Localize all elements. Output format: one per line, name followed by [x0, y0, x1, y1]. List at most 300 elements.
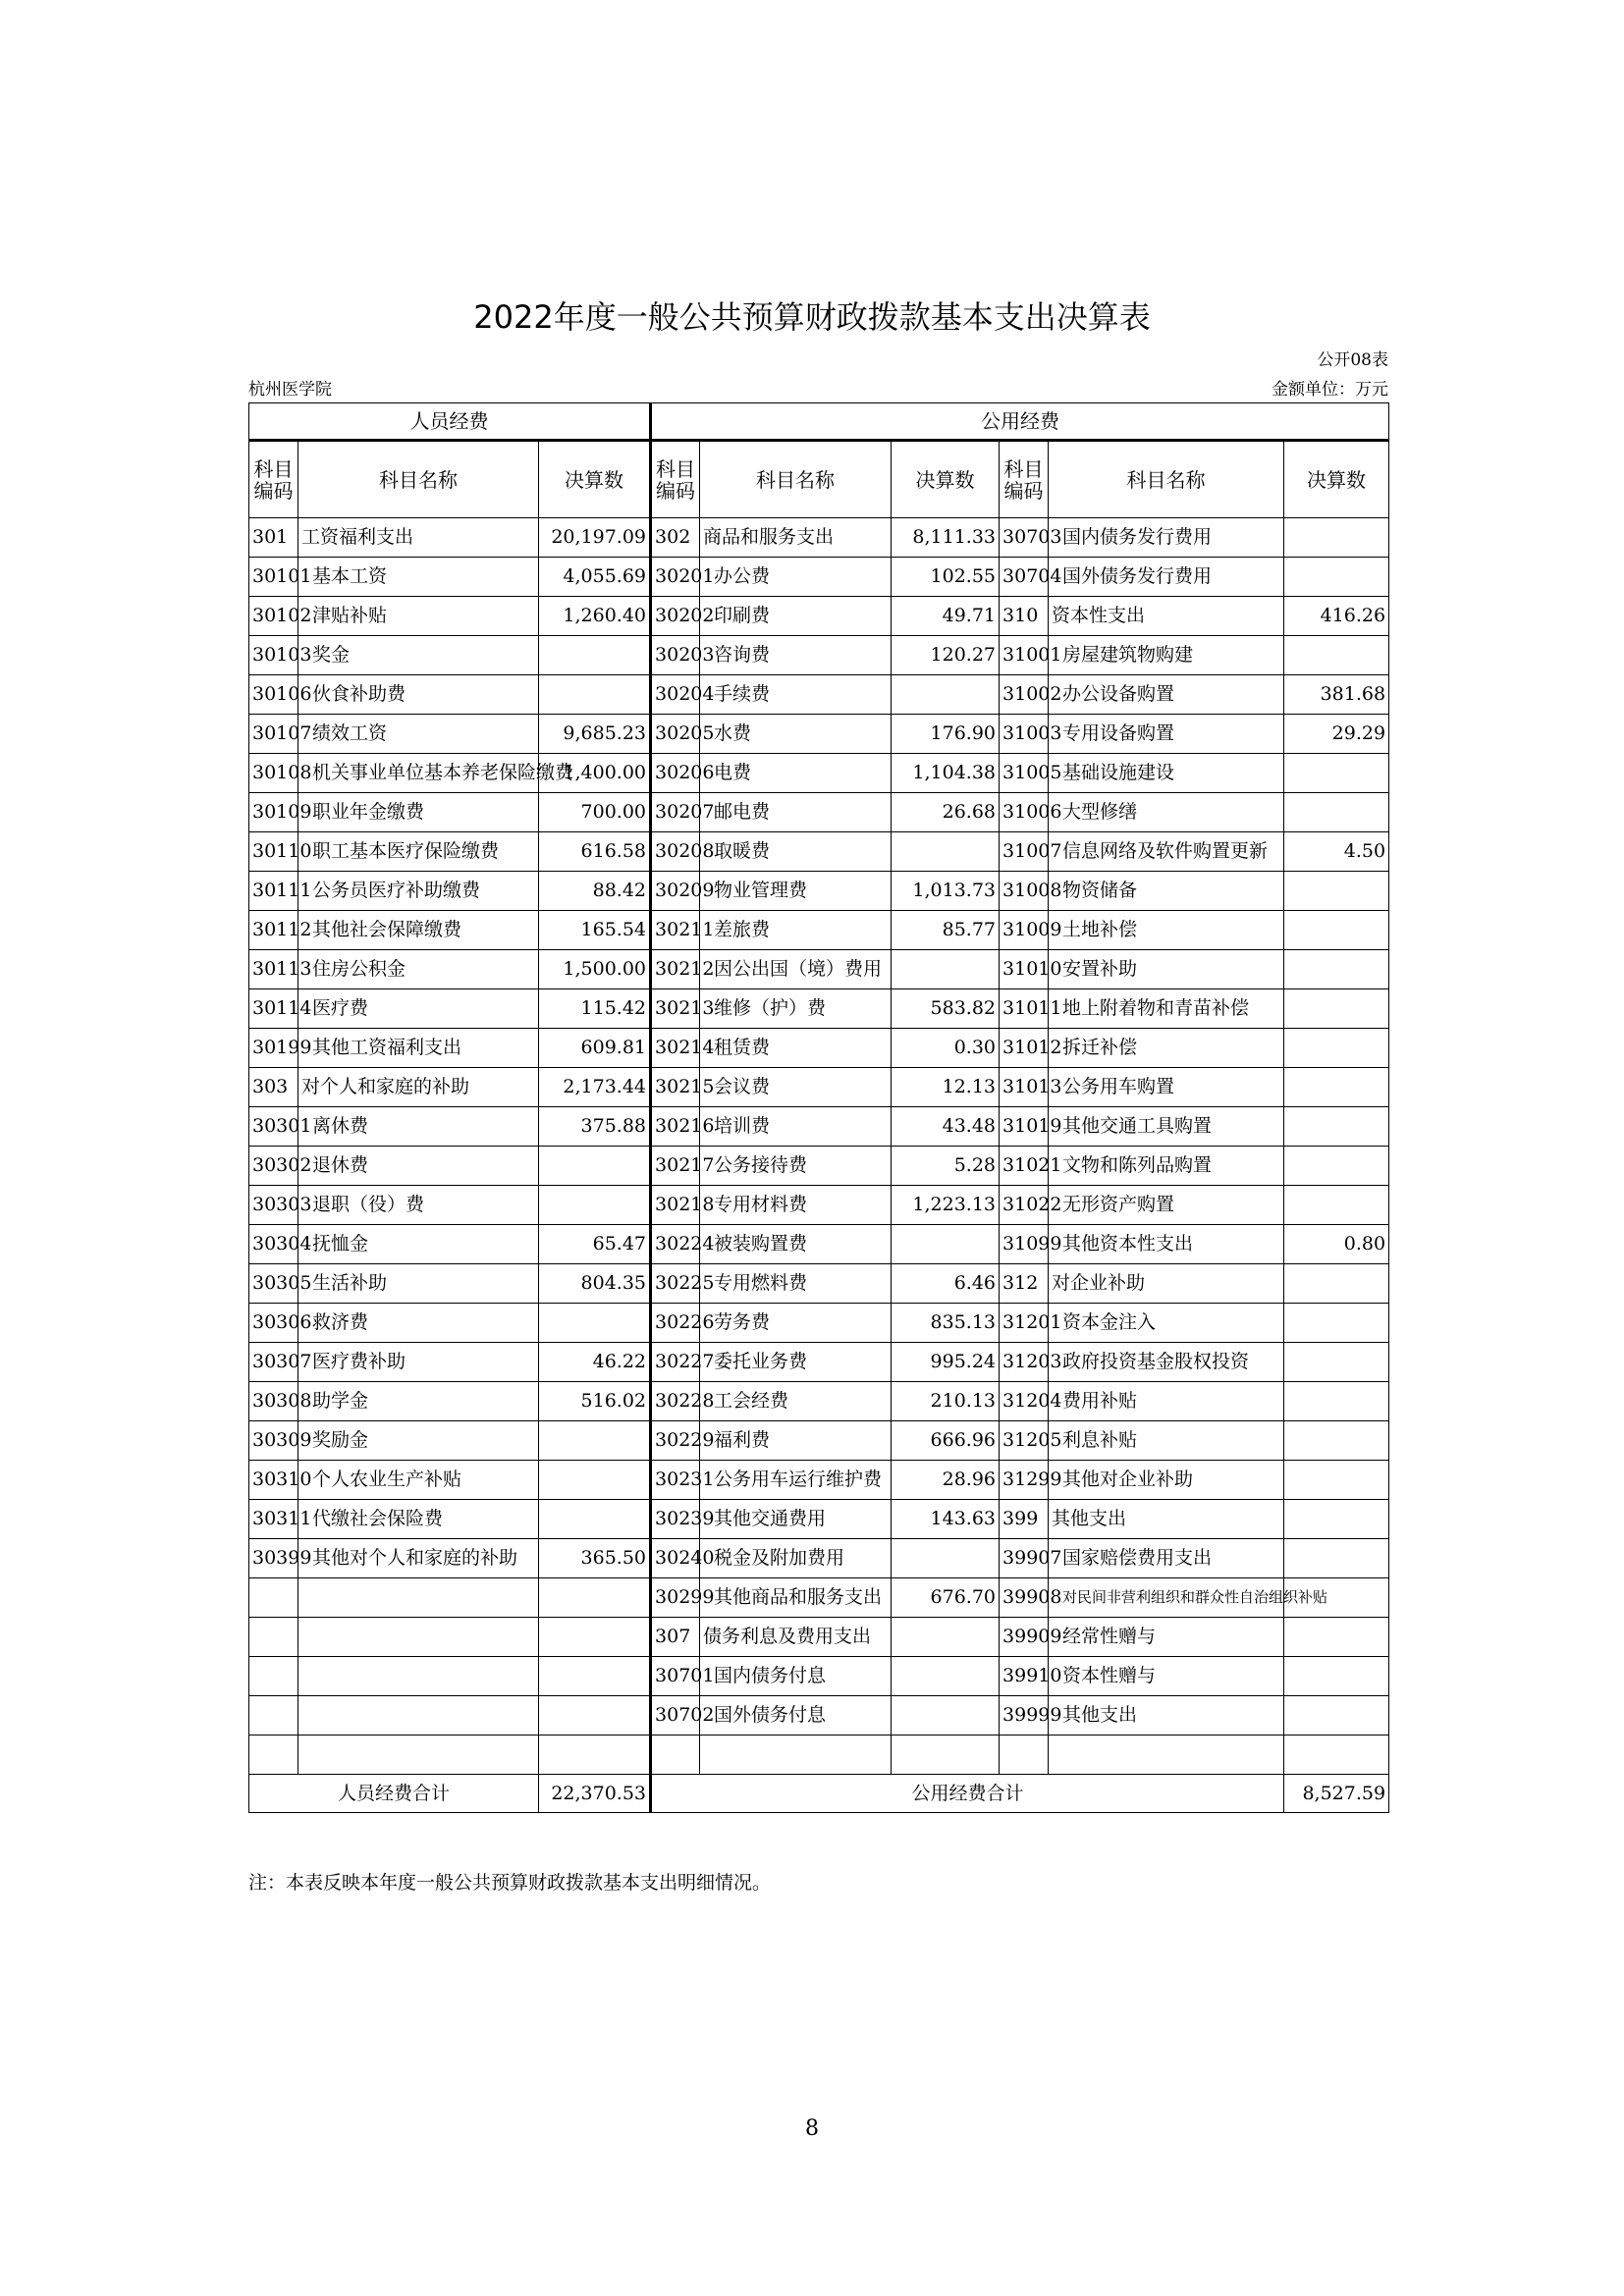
item-amount [1284, 1421, 1389, 1461]
item-amount: 85.77 [892, 911, 1000, 950]
item-name: 助学金 [298, 1382, 539, 1421]
item-amount [1284, 989, 1389, 1029]
item-amount [1284, 1657, 1389, 1696]
item-code: 30227 [651, 1343, 700, 1382]
item-amount [1284, 1500, 1389, 1539]
item-name: 其他对个人和家庭的补助 [298, 1539, 539, 1578]
item-amount: 516.02 [539, 1382, 651, 1421]
item-name: 专用设备购置 [1049, 715, 1284, 754]
item-code: 30218 [651, 1186, 700, 1225]
item-code: 30226 [651, 1304, 700, 1343]
item-name: 水费 [700, 715, 892, 754]
item-name: 对民间非营利组织和群众性自治组织补贴 [1049, 1578, 1284, 1618]
item-name: 代缴社会保险费 [298, 1500, 539, 1539]
item-name: 其他资本性支出 [1049, 1225, 1284, 1264]
item-name: 国家赔偿费用支出 [1049, 1539, 1284, 1578]
table-row [249, 1068, 1389, 1107]
item-name: 奖金 [298, 636, 539, 675]
item-name: 职业年金缴费 [298, 793, 539, 832]
item-name: 医疗费补助 [298, 1343, 539, 1382]
table-row [249, 832, 1389, 872]
item-code: 31012 [1000, 1029, 1049, 1068]
item-amount: 375.88 [539, 1107, 651, 1147]
col-header-name: 科目名称 [1049, 441, 1284, 518]
item-amount [1284, 1382, 1389, 1421]
item-code: 31204 [1000, 1382, 1049, 1421]
item-name: 对个人和家庭的补助 [298, 1068, 539, 1107]
item-name: 津贴补贴 [298, 597, 539, 636]
item-code: 399 [1000, 1500, 1049, 1539]
item-amount [539, 1578, 651, 1618]
item-name: 救济费 [298, 1304, 539, 1343]
item-code: 30304 [249, 1225, 298, 1264]
item-code: 30103 [249, 636, 298, 675]
item-amount: 1,013.73 [892, 872, 1000, 911]
item-name: 债务利息及费用支出 [700, 1618, 892, 1657]
item-amount [539, 1304, 651, 1343]
item-amount [1284, 1696, 1389, 1735]
col-header-name: 科目名称 [298, 441, 539, 518]
item-name: 其他工资福利支出 [298, 1029, 539, 1068]
item-name: 退休费 [298, 1147, 539, 1186]
item-amount: 29.29 [1284, 715, 1389, 754]
table-row [249, 1735, 1389, 1775]
item-code: 30231 [651, 1461, 700, 1500]
item-name: 无形资产购置 [1049, 1186, 1284, 1225]
item-code: 30311 [249, 1500, 298, 1539]
item-name: 其他商品和服务支出 [700, 1578, 892, 1618]
item-code: 31022 [1000, 1186, 1049, 1225]
group-header-row [249, 403, 1389, 441]
item-amount [1284, 558, 1389, 597]
item-code: 307 [651, 1618, 700, 1657]
item-name: 会议费 [700, 1068, 892, 1107]
item-amount: 995.24 [892, 1343, 1000, 1382]
item-amount [1284, 793, 1389, 832]
item-amount [1284, 754, 1389, 793]
item-amount: 804.35 [539, 1264, 651, 1304]
item-code [651, 1735, 700, 1775]
item-name: 个人农业生产补贴 [298, 1461, 539, 1500]
item-name: 取暖费 [700, 832, 892, 872]
item-code: 31013 [1000, 1068, 1049, 1107]
item-code: 30206 [651, 754, 700, 793]
item-amount [539, 1421, 651, 1461]
item-name: 手续费 [700, 675, 892, 715]
item-code: 30110 [249, 832, 298, 872]
item-code [249, 1696, 298, 1735]
item-code: 31019 [1000, 1107, 1049, 1147]
expenditure-table [248, 402, 1389, 1813]
public-total-value: 8,527.59 [1284, 1775, 1389, 1813]
item-code: 30299 [651, 1578, 700, 1618]
item-name: 奖励金 [298, 1421, 539, 1461]
item-code: 30701 [651, 1657, 700, 1696]
table-row [249, 911, 1389, 950]
item-code: 30302 [249, 1147, 298, 1186]
col-header-amount: 决算数 [1284, 441, 1389, 518]
item-name: 对企业补助 [1049, 1264, 1284, 1304]
table-row [249, 1147, 1389, 1186]
item-amount: 2,173.44 [539, 1068, 651, 1107]
item-code: 30213 [651, 989, 700, 1029]
item-name: 办公设备购置 [1049, 675, 1284, 715]
item-amount [539, 1618, 651, 1657]
item-code: 30202 [651, 597, 700, 636]
item-code: 30106 [249, 675, 298, 715]
item-name: 租赁费 [700, 1029, 892, 1068]
item-name: 其他支出 [1049, 1696, 1284, 1735]
item-name: 生活补助 [298, 1264, 539, 1304]
item-amount [539, 1147, 651, 1186]
item-code: 31001 [1000, 636, 1049, 675]
item-code: 31006 [1000, 793, 1049, 832]
item-name: 文物和陈列品购置 [1049, 1147, 1284, 1186]
item-name [298, 1618, 539, 1657]
item-amount: 65.47 [539, 1225, 651, 1264]
item-name: 其他对企业补助 [1049, 1461, 1284, 1500]
item-code: 31011 [1000, 989, 1049, 1029]
item-amount [1284, 950, 1389, 989]
item-code: 30228 [651, 1382, 700, 1421]
item-name: 土地补偿 [1049, 911, 1284, 950]
table-row [249, 1107, 1389, 1147]
item-code: 30310 [249, 1461, 298, 1500]
item-name [700, 1735, 892, 1775]
item-name: 绩效工资 [298, 715, 539, 754]
item-code: 31002 [1000, 675, 1049, 715]
item-name [1049, 1735, 1284, 1775]
page-title: 2022年度一般公共预算财政拨款基本支出决算表 [473, 298, 1151, 336]
item-name: 邮电费 [700, 793, 892, 832]
item-amount [1284, 1147, 1389, 1186]
item-name: 退职（役）费 [298, 1186, 539, 1225]
item-code: 30215 [651, 1068, 700, 1107]
item-code: 30240 [651, 1539, 700, 1578]
item-name: 利息补贴 [1049, 1421, 1284, 1461]
item-amount [892, 1618, 1000, 1657]
item-amount [892, 675, 1000, 715]
totals-row [249, 1775, 1389, 1813]
personnel-total-value: 22,370.53 [539, 1775, 651, 1813]
table-row [249, 715, 1389, 754]
item-code: 30306 [249, 1304, 298, 1343]
item-code [249, 1735, 298, 1775]
item-name: 办公费 [700, 558, 892, 597]
col-header-amount: 决算数 [892, 441, 1000, 518]
public-total-label: 公用经费合计 [651, 1775, 1284, 1813]
item-name [298, 1735, 539, 1775]
item-amount [1284, 1264, 1389, 1304]
item-name: 工会经费 [700, 1382, 892, 1421]
table-row [249, 1421, 1389, 1461]
item-code: 30203 [651, 636, 700, 675]
item-amount [892, 1735, 1000, 1775]
item-amount [1284, 636, 1389, 675]
item-code: 310 [1000, 597, 1049, 636]
item-code: 30214 [651, 1029, 700, 1068]
item-code: 39907 [1000, 1539, 1049, 1578]
item-amount: 700.00 [539, 793, 651, 832]
item-amount: 49.71 [892, 597, 1000, 636]
item-amount: 6.46 [892, 1264, 1000, 1304]
item-name: 维修（护）费 [700, 989, 892, 1029]
item-code: 31099 [1000, 1225, 1049, 1264]
item-name: 国内债务付息 [700, 1657, 892, 1696]
item-amount: 1,223.13 [892, 1186, 1000, 1225]
item-code: 30209 [651, 872, 700, 911]
item-name: 差旅费 [700, 911, 892, 950]
item-code: 30308 [249, 1382, 298, 1421]
table-row [249, 989, 1389, 1029]
item-amount: 43.48 [892, 1107, 1000, 1147]
item-name: 机关事业单位基本养老保险缴费 [298, 754, 539, 793]
item-amount: 583.82 [892, 989, 1000, 1029]
table-row [249, 872, 1389, 911]
item-amount [539, 1500, 651, 1539]
page-number: 8 [805, 2116, 819, 2141]
table-row [249, 1618, 1389, 1657]
item-code: 39999 [1000, 1696, 1049, 1735]
col-header-code: 科目编码 [249, 441, 298, 518]
item-code: 30208 [651, 832, 700, 872]
item-amount: 666.96 [892, 1421, 1000, 1461]
table-code: 公开08表 [1317, 350, 1388, 370]
item-code: 30201 [651, 558, 700, 597]
table-row [249, 518, 1389, 558]
item-name: 公务员医疗补助缴费 [298, 872, 539, 911]
item-name: 其他交通工具购置 [1049, 1107, 1284, 1147]
item-amount [539, 1657, 651, 1696]
item-name [298, 1696, 539, 1735]
table-note: 注：本表反映本年度一般公共预算财政拨款基本支出明细情况。 [248, 1872, 772, 1894]
item-code: 30309 [249, 1421, 298, 1461]
table-row [249, 1500, 1389, 1539]
item-name: 大型修缮 [1049, 793, 1284, 832]
item-code: 30205 [651, 715, 700, 754]
item-amount: 1,104.38 [892, 754, 1000, 793]
item-code: 31205 [1000, 1421, 1049, 1461]
item-name: 职工基本医疗保险缴费 [298, 832, 539, 872]
table-row [249, 1696, 1389, 1735]
item-name: 福利费 [700, 1421, 892, 1461]
item-amount: 26.68 [892, 793, 1000, 832]
item-amount [892, 1696, 1000, 1735]
item-amount: 0.80 [1284, 1225, 1389, 1264]
item-name: 工资福利支出 [298, 518, 539, 558]
item-amount: 1,400.00 [539, 754, 651, 793]
item-code: 30207 [651, 793, 700, 832]
item-name: 因公出国（境）费用 [700, 950, 892, 989]
item-code: 39908 [1000, 1578, 1049, 1618]
table-row [249, 793, 1389, 832]
item-name: 地上附着物和青苗补偿 [1049, 989, 1284, 1029]
item-code: 30216 [651, 1107, 700, 1147]
item-name: 资本性赠与 [1049, 1657, 1284, 1696]
item-amount [1284, 1343, 1389, 1382]
item-code: 30199 [249, 1029, 298, 1068]
table-row [249, 1264, 1389, 1304]
item-name: 信息网络及软件购置更新 [1049, 832, 1284, 872]
item-amount: 616.58 [539, 832, 651, 872]
organization-name: 杭州医学院 [248, 380, 332, 400]
table-row [249, 1539, 1389, 1578]
item-name: 基本工资 [298, 558, 539, 597]
item-name: 房屋建筑物购建 [1049, 636, 1284, 675]
item-amount [539, 1186, 651, 1225]
item-name: 印刷费 [700, 597, 892, 636]
item-code: 30301 [249, 1107, 298, 1147]
item-amount: 46.22 [539, 1343, 651, 1382]
item-amount [892, 1539, 1000, 1578]
item-name: 医疗费 [298, 989, 539, 1029]
item-amount [892, 832, 1000, 872]
item-name: 费用补贴 [1049, 1382, 1284, 1421]
item-code: 30307 [249, 1343, 298, 1382]
item-amount: 115.42 [539, 989, 651, 1029]
item-amount: 176.90 [892, 715, 1000, 754]
item-code: 31005 [1000, 754, 1049, 793]
item-amount [892, 1225, 1000, 1264]
table-row [249, 1304, 1389, 1343]
item-name: 委托业务费 [700, 1343, 892, 1382]
item-amount [539, 636, 651, 675]
item-amount: 416.26 [1284, 597, 1389, 636]
item-name [298, 1657, 539, 1696]
item-amount: 609.81 [539, 1029, 651, 1068]
item-code: 30108 [249, 754, 298, 793]
item-amount: 210.13 [892, 1382, 1000, 1421]
item-code [249, 1657, 298, 1696]
item-amount [892, 950, 1000, 989]
item-name: 资本性支出 [1049, 597, 1284, 636]
item-code: 30111 [249, 872, 298, 911]
item-amount: 120.27 [892, 636, 1000, 675]
item-amount [539, 1735, 651, 1775]
item-code: 30113 [249, 950, 298, 989]
item-amount [539, 1461, 651, 1500]
item-code: 30225 [651, 1264, 700, 1304]
item-code: 30112 [249, 911, 298, 950]
item-name: 其他支出 [1049, 1500, 1284, 1539]
item-amount: 1,500.00 [539, 950, 651, 989]
item-code: 312 [1000, 1264, 1049, 1304]
item-amount [1284, 1068, 1389, 1107]
table-row [249, 1382, 1389, 1421]
item-code: 31003 [1000, 715, 1049, 754]
item-name: 培训费 [700, 1107, 892, 1147]
item-code: 30101 [249, 558, 298, 597]
item-name [298, 1578, 539, 1618]
item-name: 公务用车购置 [1049, 1068, 1284, 1107]
item-code: 301 [249, 518, 298, 558]
item-amount: 5.28 [892, 1147, 1000, 1186]
item-code: 30704 [1000, 558, 1049, 597]
item-code: 30703 [1000, 518, 1049, 558]
item-amount: 143.63 [892, 1500, 1000, 1539]
item-name: 物资储备 [1049, 872, 1284, 911]
table-row [249, 950, 1389, 989]
item-name: 被装购置费 [700, 1225, 892, 1264]
table-row [249, 1461, 1389, 1500]
item-name: 专用燃料费 [700, 1264, 892, 1304]
item-name: 国外债务付息 [700, 1696, 892, 1735]
item-amount [539, 675, 651, 715]
table-row [249, 675, 1389, 715]
item-code [249, 1578, 298, 1618]
item-amount [1284, 1618, 1389, 1657]
item-name: 国内债务发行费用 [1049, 518, 1284, 558]
item-amount: 12.13 [892, 1068, 1000, 1107]
item-amount: 0.30 [892, 1029, 1000, 1068]
item-code: 30217 [651, 1147, 700, 1186]
table-row [249, 1343, 1389, 1382]
item-code: 30211 [651, 911, 700, 950]
item-amount [539, 1696, 651, 1735]
item-name: 其他交通费用 [700, 1500, 892, 1539]
item-code: 30229 [651, 1421, 700, 1461]
item-amount: 88.42 [539, 872, 651, 911]
item-amount: 381.68 [1284, 675, 1389, 715]
item-code: 31299 [1000, 1461, 1049, 1500]
item-name: 拆迁补偿 [1049, 1029, 1284, 1068]
item-amount [1284, 1735, 1389, 1775]
item-name: 资本金注入 [1049, 1304, 1284, 1343]
item-name: 劳务费 [700, 1304, 892, 1343]
item-name: 经常性赠与 [1049, 1618, 1284, 1657]
item-name: 税金及附加费用 [700, 1539, 892, 1578]
item-code [1000, 1735, 1049, 1775]
item-amount: 365.50 [539, 1539, 651, 1578]
table-row [249, 1225, 1389, 1264]
amount-unit: 金额单位：万元 [1272, 380, 1388, 400]
item-amount [1284, 1461, 1389, 1500]
item-code: 30107 [249, 715, 298, 754]
item-amount: 4.50 [1284, 832, 1389, 872]
item-code: 302 [651, 518, 700, 558]
item-code: 31010 [1000, 950, 1049, 989]
item-amount: 8,111.33 [892, 518, 1000, 558]
item-amount [1284, 1107, 1389, 1147]
item-amount: 4,055.69 [539, 558, 651, 597]
item-amount [892, 1657, 1000, 1696]
item-code: 30224 [651, 1225, 700, 1264]
item-name: 伙食补助费 [298, 675, 539, 715]
table-row [249, 636, 1389, 675]
item-code: 30212 [651, 950, 700, 989]
item-amount: 676.70 [892, 1578, 1000, 1618]
item-code: 30399 [249, 1539, 298, 1578]
item-name: 抚恤金 [298, 1225, 539, 1264]
item-name: 住房公积金 [298, 950, 539, 989]
item-code: 30305 [249, 1264, 298, 1304]
col-header-code: 科目编码 [651, 441, 700, 518]
item-amount [1284, 1539, 1389, 1578]
item-code: 31021 [1000, 1147, 1049, 1186]
col-header-amount: 决算数 [539, 441, 651, 518]
item-code: 30102 [249, 597, 298, 636]
item-amount: 102.55 [892, 558, 1000, 597]
col-header-code: 科目编码 [1000, 441, 1049, 518]
item-code: 39910 [1000, 1657, 1049, 1696]
item-name: 专用材料费 [700, 1186, 892, 1225]
item-code: 31203 [1000, 1343, 1049, 1382]
table-row [249, 1657, 1389, 1696]
item-amount: 20,197.09 [539, 518, 651, 558]
column-header-row [249, 441, 1389, 518]
item-amount [1284, 1186, 1389, 1225]
item-amount [1284, 872, 1389, 911]
